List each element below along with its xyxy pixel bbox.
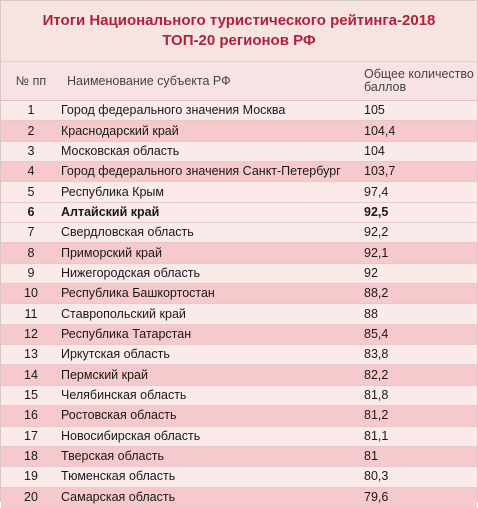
region-score: 92,1: [364, 243, 477, 263]
region-score: 105: [364, 101, 477, 121]
region-name: Алтайский край: [61, 202, 364, 222]
region-score: 92: [364, 263, 477, 283]
table-row: [1, 121, 477, 141]
region-name: Ставропольский край: [61, 304, 364, 324]
row-number: 19: [1, 467, 61, 487]
region-name: Ростовская область: [61, 406, 364, 426]
table-row: [1, 243, 477, 263]
row-number: 2: [1, 121, 61, 141]
region-name: Город федерального значения Санкт-Петербург: [61, 162, 364, 182]
region-score: 92,5: [364, 202, 477, 222]
region-name: Пермский край: [61, 365, 364, 385]
region-name: Республика Крым: [61, 182, 364, 202]
region-name: Город федерального значения Москва: [61, 101, 364, 121]
row-number: 10: [1, 284, 61, 304]
region-name: Челябинская область: [61, 385, 364, 405]
row-number: 18: [1, 446, 61, 466]
region-score: 104,4: [364, 121, 477, 141]
region-score: 104: [364, 141, 477, 161]
table-row: [1, 324, 477, 344]
region-name: Нижегородская область: [61, 263, 364, 283]
table-row: [1, 141, 477, 161]
row-number: 3: [1, 141, 61, 161]
region-score: 79,6: [364, 487, 477, 507]
region-name: Самарская область: [61, 487, 364, 507]
row-number: 20: [1, 487, 61, 507]
region-name: Краснодарский край: [61, 121, 364, 141]
row-number: 14: [1, 365, 61, 385]
region-score: 92,2: [364, 223, 477, 243]
region-score: 80,3: [364, 467, 477, 487]
row-number: 9: [1, 263, 61, 283]
region-name: Республика Башкортостан: [61, 284, 364, 304]
region-score: 81: [364, 446, 477, 466]
region-score: 81,1: [364, 426, 477, 446]
table-row: [1, 345, 477, 365]
region-name: Тюменская область: [61, 467, 364, 487]
ranking-table: [1, 62, 477, 508]
region-name: Новосибирская область: [61, 426, 364, 446]
row-number: 8: [1, 243, 61, 263]
title-line-1: Итоги Национального туристического рейтинга-2018: [42, 12, 436, 29]
table-row: [1, 385, 477, 405]
region-score: 103,7: [364, 162, 477, 182]
region-score: 97,4: [364, 182, 477, 202]
table-row: [1, 304, 477, 324]
table-row: [1, 284, 477, 304]
table-row: [1, 202, 477, 222]
table-row: [1, 365, 477, 385]
table-row: [1, 426, 477, 446]
region-name: Иркутская область: [61, 345, 364, 365]
row-number: 13: [1, 345, 61, 365]
table-row: [1, 446, 477, 466]
row-number: 16: [1, 406, 61, 426]
region-name: Тверская область: [61, 446, 364, 466]
table-row: [1, 263, 477, 283]
table-row: [1, 182, 477, 202]
region-score: 81,2: [364, 406, 477, 426]
region-score: 83,8: [364, 345, 477, 365]
row-number: 7: [1, 223, 61, 243]
table-row: [1, 467, 477, 487]
header-name: Наименование субъекта РФ: [61, 62, 364, 101]
table-row: [1, 223, 477, 243]
row-number: 11: [1, 304, 61, 324]
title-block: [1, 1, 477, 62]
header-score: Общее количество баллов: [364, 62, 477, 101]
region-name: Московская область: [61, 141, 364, 161]
table-row: [1, 162, 477, 182]
region-name: Приморский край: [61, 243, 364, 263]
row-number: 15: [1, 385, 61, 405]
row-number: 17: [1, 426, 61, 446]
table-row: [1, 406, 477, 426]
header-num: № пп: [1, 62, 61, 101]
region-score: 88,2: [364, 284, 477, 304]
row-number: 12: [1, 324, 61, 344]
table-header-row: [1, 62, 477, 101]
table-row: [1, 487, 477, 507]
row-number: 5: [1, 182, 61, 202]
region-score: 85,4: [364, 324, 477, 344]
region-score: 81,8: [364, 385, 477, 405]
table-body: [1, 101, 477, 508]
row-number: 1: [1, 101, 61, 121]
title-line-2: ТОП-20 регионов РФ: [162, 32, 316, 49]
table-row: [1, 101, 477, 121]
row-number: 4: [1, 162, 61, 182]
region-score: 82,2: [364, 365, 477, 385]
region-score: 88: [364, 304, 477, 324]
region-name: Свердловская область: [61, 223, 364, 243]
region-name: Республика Татарстан: [61, 324, 364, 344]
row-number: 6: [1, 202, 61, 222]
